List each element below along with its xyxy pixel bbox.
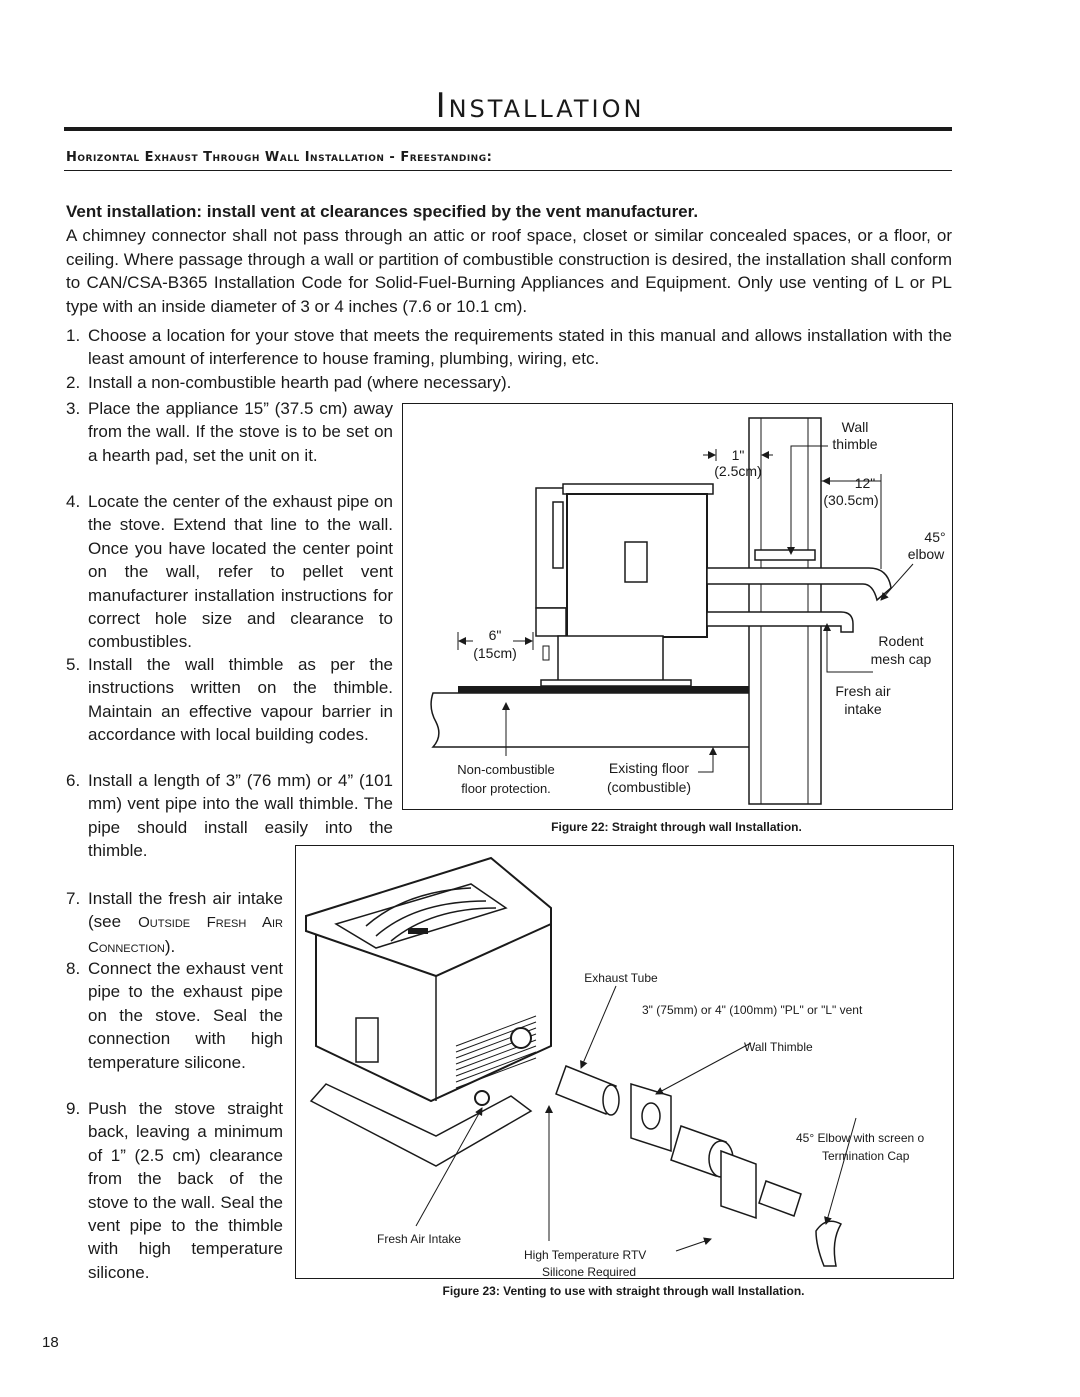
stove-3d-panel (356, 1018, 378, 1062)
section-subheading: Horizontal Exhaust Through Wall Installation - Freestanding: (66, 150, 493, 165)
short-pipe (759, 1181, 801, 1216)
stove-top (563, 484, 713, 494)
label-existing-floor: Existing floor (608, 760, 690, 776)
label-elbow-deg: 45° (924, 529, 946, 545)
label-thimble: thimble (832, 436, 878, 452)
hearth-pad (458, 686, 763, 693)
label-exhaust-tube: Exhaust Tube (584, 971, 658, 985)
step-text: Connect the exhaust vent pipe to the exhaust pipe on the stove. Seal the connection with high temperature silicone. (88, 959, 283, 1072)
step-4 (66, 490, 393, 654)
step-number: 4. (66, 492, 81, 511)
label-dim-12: 12" (854, 475, 876, 491)
label-fresh-air: Fresh air (835, 683, 891, 699)
step-text: Install a length of 3” (76 mm) or 4” (101 mm) vent pipe into the wall thimble. The pipe should install easily into the thimble. (88, 771, 393, 861)
step-7 (66, 887, 283, 959)
figure-22 (402, 403, 953, 810)
stove-exhaust-outlet (511, 1028, 531, 1048)
label-rodent: Rodent (878, 633, 924, 649)
step-2 (66, 371, 952, 395)
wall-thimble (755, 550, 815, 560)
label-noncombustible: Non-combustible (457, 762, 555, 777)
step-text: Install the fresh air intake (see (88, 889, 283, 932)
second-thimble-plate (721, 1151, 756, 1218)
figure-23-diagram (296, 846, 953, 1278)
label-termination-cap: Termination Cap (822, 1149, 910, 1163)
step-number: 6. (66, 771, 81, 790)
step-number: 1. (66, 326, 81, 345)
label-floor-protection: floor protection. (461, 781, 551, 796)
step-text: Place the appliance 15” (37.5 cm) away from the wall. If the stove is to be set on a hearth pad, set the unit on it. (88, 399, 393, 465)
title-rule (64, 127, 952, 131)
step-text: Push the stove straight back, leaving a minimum of 1” (2.5 cm) clearance from the back of the stove to the wall. Seal the vent pipe to the thimble with high temperature silicone. (88, 1099, 283, 1282)
figure-22-diagram (403, 404, 952, 809)
label-silicone-required: Silicone Required (542, 1265, 637, 1278)
step-number: 7. (66, 889, 81, 908)
label-intake: intake (844, 701, 882, 717)
step-number: 2. (66, 373, 81, 392)
elbow-cap (816, 1221, 841, 1266)
cross-reference-link[interactable]: Outside Fresh Air Connection (88, 914, 283, 956)
label-dim-6: 6" (488, 627, 502, 643)
label-elbow-screen: 45° Elbow with screen o (796, 1131, 925, 1145)
step-number: 3. (66, 399, 81, 418)
step-text: Choose a location for your stove that meets the requirements stated in this manual and allows installation with the least amount of interference to house framing, plumbing, wiring, etc. (88, 326, 952, 369)
step-text: Install a non-combustible hearth pad (where necessary). (88, 373, 512, 392)
step-number: 9. (66, 1099, 81, 1118)
intro-paragraph: A chimney connector shall not pass through an attic or roof space, closet or similar concealed spaces, or a floor, or ceiling. Where passage through a wall or partition of combustible construction is desired, the installation shall conform to CAN/CSA-B365 Installation Code for Solid-Fuel-Burning Appliances and Equipment. Only use venting of L or PL type with an inside diameter of 3 or 4 inches (7.6 or 10.1 cm). (66, 226, 952, 316)
step-number: 8. (66, 959, 81, 978)
step-text-wrap (88, 887, 283, 959)
label-dim-6-cm: (15cm) (473, 645, 517, 661)
figure-23 (295, 845, 954, 1279)
figure-23-caption: Figure 23: Venting to use with straight through wall Installation. (442, 1284, 805, 1298)
step-8 (66, 957, 283, 1099)
stove-panel (625, 542, 647, 582)
stove-pedestal (558, 636, 663, 684)
label-dim-12-cm: (30.5cm) (823, 492, 879, 508)
figure-22-caption: Figure 22: Straight through wall Installation. (551, 820, 802, 834)
page-number: 18 (42, 1334, 59, 1351)
label-mesh-cap: mesh cap (870, 651, 932, 667)
step-number: 5. (66, 655, 81, 674)
stove-air-inlet (475, 1091, 489, 1105)
step-1 (66, 324, 952, 372)
subheading-rule (64, 170, 952, 171)
label-fresh-air-intake: Fresh Air Intake (377, 1232, 462, 1246)
lead-sentence: Vent installation: install vent at clearances specified by the vent manufacturer. (66, 202, 699, 221)
step-text: Locate the center of the exhaust pipe on the stove. Extend that line to the wall. Once you have located the center point on the wall, refer to pellet vent manufacturer installation instructions for correct hole size and clearance to combustibles. (88, 492, 393, 652)
step-text-end: ). (164, 936, 176, 956)
step-text: Install the wall thimble as per the instructions written on the thimble. Maintain an effective vapour barrier in accordance with local building codes. (88, 655, 393, 745)
step-9 (66, 1097, 283, 1307)
label-rtv: High Temperature RTV (524, 1248, 647, 1262)
label-combustible: (combustible) (606, 779, 692, 795)
page-title: Installation (435, 86, 645, 126)
step-5 (66, 653, 393, 770)
label-wall-thimble: Wall Thimble (744, 1040, 813, 1054)
label-wall: Wall (841, 419, 869, 435)
floor-slab (431, 693, 763, 747)
step-3 (66, 397, 393, 491)
label-dim-1-cm: (2.5cm) (714, 463, 762, 479)
label-elbow: elbow (907, 546, 945, 562)
label-dim-1: 1" (731, 447, 745, 463)
label-vent-spec: 3" (75mm) or 4" (100mm) "PL" or "L" vent (642, 1003, 863, 1017)
